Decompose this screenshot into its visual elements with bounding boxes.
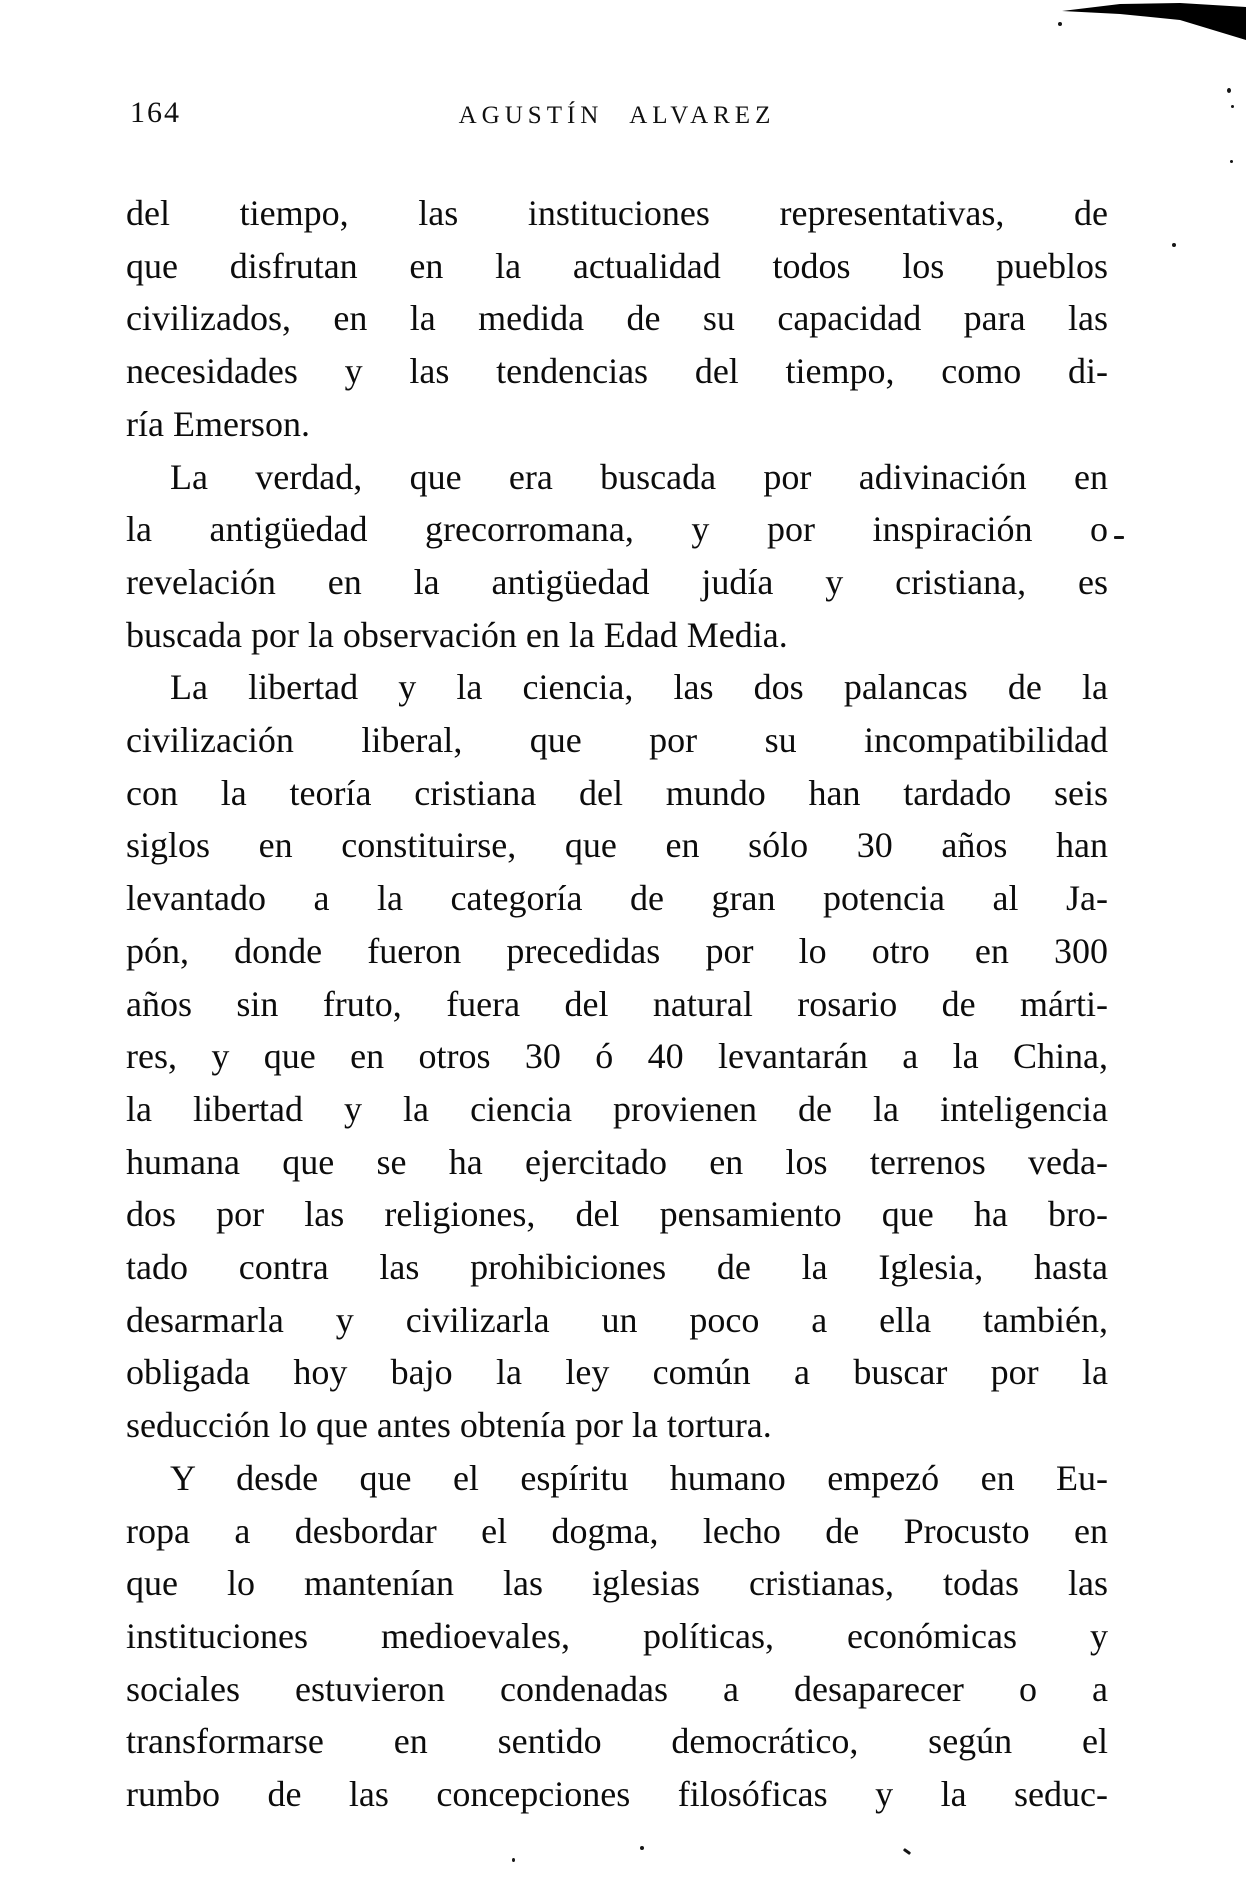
text-line: necesidades y las tendencias del tiempo, como di- (126, 351, 1108, 392)
running-header: AGUSTÍN ALVAREZ (458, 102, 776, 129)
text-line: la libertad y la ciencia provienen de la inteligencia (126, 1088, 1108, 1129)
text-line: transformarse en sentido democrático, según el (126, 1721, 1108, 1762)
text-line: dos por las religiones, del pensamiento que ha bro- (126, 1194, 1108, 1235)
text-line: res, y que en otros 30 ó 40 levantarán a la China, (126, 1036, 1108, 1077)
scan-speck (1231, 105, 1234, 108)
text-line: La libertad y la ciencia, las dos palancas de la (170, 667, 1108, 708)
text-block (126, 187, 1108, 1821)
text-line: civilizados, en la medida de su capacidad para las (126, 298, 1108, 339)
text-line: años sin fruto, fuera del natural rosario de márti- (126, 983, 1108, 1024)
scan-speck (903, 1848, 911, 1855)
scan-corner-artifact (1060, 0, 1246, 46)
text-line: la antigüedad grecorromana, y por inspiración o (126, 509, 1108, 550)
text-line: obligada hoy bajo la ley común a buscar por la (126, 1352, 1108, 1393)
scan-speck (1230, 160, 1233, 163)
text-line: sociales estuvieron condenadas a desaparecer o a (126, 1668, 1108, 1709)
text-line: con la teoría cristiana del mundo han tardado seis (126, 772, 1108, 813)
scan-speck (1114, 536, 1124, 539)
text-line: levantado a la categoría de gran potencia al Ja- (126, 878, 1108, 919)
text-line: siglos en constituirse, que en sólo 30 años han (126, 825, 1108, 866)
scan-speck (1058, 22, 1062, 26)
text-line: del tiempo, las instituciones representativas, de (126, 193, 1108, 233)
text-line: instituciones medioevales, políticas, económicas y (126, 1615, 1108, 1656)
scan-speck (640, 1846, 644, 1850)
scan-speck (1227, 88, 1231, 93)
text-line: desarmarla y civilizarla un poco a ella también, (126, 1299, 1108, 1340)
text-line: rumbo de las concepciones filosóficas y la seduc- (126, 1774, 1108, 1815)
scan-speck (512, 1858, 515, 1862)
text-line: Y desde que el espíritu humano empezó en Eu- (170, 1457, 1108, 1498)
text-line: tado contra las prohibiciones de la Iglesia, hasta (126, 1247, 1108, 1288)
text-line: pón, donde fueron precedidas por lo otro en 300 (126, 930, 1108, 971)
text-line: que lo mantenían las iglesias cristianas, todas las (126, 1563, 1108, 1604)
text-line: ría Emerson. (126, 403, 310, 444)
text-line: revelación en la antigüedad judía y cristiana, es (126, 561, 1108, 602)
text-line: La verdad, que era buscada por adivinación en (170, 456, 1108, 497)
text-line: buscada por la observación en la Edad Media. (126, 614, 788, 655)
text-line: ropa a desbordar el dogma, lecho de Procusto en (126, 1510, 1108, 1551)
scan-speck (1172, 243, 1176, 247)
text-line: humana que se ha ejercitado en los terrenos veda- (126, 1141, 1108, 1182)
text-line: que disfrutan en la actualidad todos los pueblos (126, 245, 1108, 286)
text-line: civilización liberal, que por su incompatibilidad (126, 720, 1108, 761)
text-line: seducción lo que antes obtenía por la tortura. (126, 1405, 772, 1446)
page-number: 164 (130, 96, 181, 129)
